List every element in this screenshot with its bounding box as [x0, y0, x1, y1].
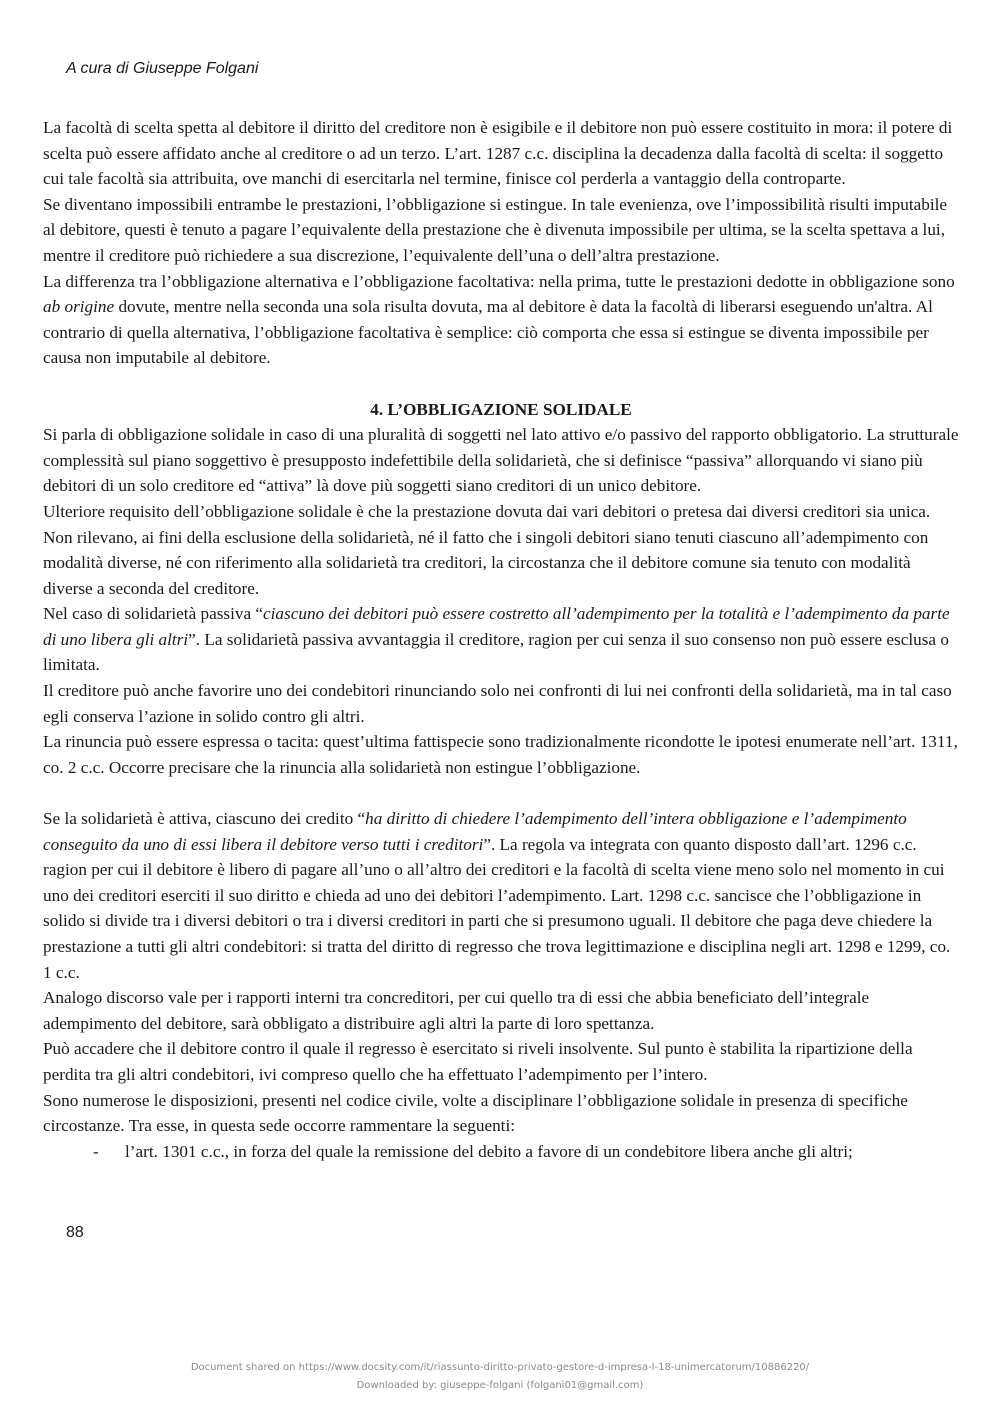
paragraph-text: ”. La solidarietà passiva avvantaggia il creditore, ragion per cui senza il suo consenso non può essere esclusa o limitata.	[43, 629, 949, 675]
footer-share-notice: Document shared on https://www.docsity.com/it/riassunto-diritto-privato-gestore-d-impresa-l-18-unimercatorum/10886220/	[190, 1362, 810, 1373]
paragraph	[43, 269, 959, 371]
spacer	[43, 371, 959, 397]
paragraph: Si parla di obbligazione solidale in caso di una pluralità di soggetti nel lato attivo e/o passivo del rapporto obbligatorio. La strutturale complessità sul piano soggettivo è presupposto indefettibile della solidarietà, che si definisce “passiva” allorquando vi siano più debitori di un solo creditore ed “attiva” là dove più soggetti siano creditori di un unico debitore.	[43, 425, 959, 496]
paragraph-text: Nel caso di solidarietà passiva “	[43, 604, 264, 624]
page-number: 88	[66, 1224, 84, 1241]
paragraph: Se diventano impossibili entrambe le prestazioni, l’obbligazione si estingue. In tale evenienza, ove l’impossibilità risulti imputabile al debitore, questi è tenuto a pagare l’equivalente della prestazione che è divenuta impossibile per ultima, se la scelta spettava a lui, mentre il creditore può richiedere a sua discrezione, l’equivalente dell’una o dell’altra prestazione.	[43, 194, 948, 265]
paragraph-text: La differenza tra l’obbligazione alternativa e l’obbligazione facoltativa: nella prima, tutte le prestazioni dedotte in obbligazione sono	[43, 271, 955, 291]
paragraph	[43, 806, 959, 985]
italic-quote: ciascuno dei debitori può essere costretto all’adempimento per la totalità e l’adempimento da parte di uno libera gli altri	[43, 604, 950, 649]
paragraph-text: dovute, mentre nella seconda una sola risulta dovuta, ma al debitore è data la facoltà di liberarsi eseguendo un'altra. Al contrario di quella alternativa, l’obbligazione facoltativa è semplice: ciò comporta che essa si estingue se diventa impossibile per causa non imputabile al debitore.	[43, 297, 933, 368]
paragraph: La rinuncia può essere espressa o tacita: quest’ultima fattispecie sono tradizionalmente ricondotte le ipotesi enumerate nell’art. 1311, co. 2 c.c. Occorre precisare che la rinuncia alla solidarietà non estingue l’obbligazione.	[43, 732, 958, 777]
paragraph: Sono numerose le disposizioni, presenti nel codice civile, volte a disciplinare l’obbligazione solidale in presenza di specifiche circostanze. Tra esse, in questa sede occorre rammentare la seguenti:	[43, 1090, 908, 1136]
running-header: A cura di Giuseppe Folgani	[66, 60, 259, 77]
paragraph-text: Se la solidarietà è attiva, ciascuno dei credito “	[43, 809, 366, 829]
list-bullet: -	[93, 1141, 99, 1161]
paragraph: Analogo discorso vale per i rapporti interni tra concreditori, per cui quello tra di essi che abbia beneficiato dell’integrale adempimento del debitore, sarà obbligato a distribuire agli altri la parte di loro spettanza.	[43, 988, 870, 1033]
paragraph	[43, 601, 959, 678]
paragraph: Può accadere che il debitore contro il quale il regresso è esercitato si riveli insolvente. Sul punto è stabilita la ripartizione della perdita tra gli altri condebitori, ivi compreso quello che ha effettuato l’adempimento per l’intero.	[43, 1039, 913, 1084]
footer-download-notice: Downloaded by: giuseppe-folgani (folgani01@gmail.com)	[356, 1380, 644, 1391]
document-body	[43, 115, 959, 1164]
list-item-text: l’art. 1301 c.c., in forza del quale la remissione del debito a favore di un condebitore libera anche gli altri;	[125, 1141, 853, 1161]
spacer	[43, 780, 959, 806]
paragraph-text: ”. La regola va integrata con quanto disposto dall’art. 1296 c.c. ragion per cui il debitore è libero di pagare all’uno o all’altro dei creditori e la facoltà di scelta viene meno solo nel momento in cui uno dei creditori eserciti il suo diritto e chieda ad uno dei debitori l’adempimento. Lart. 1298 c.c. sancisce che l’obbligazione in solido si divide tra i diversi debitori o tra i diversi creditori in parti che si presumono uguali. Il debitore che paga deve chiedere la prestazione a tutti gli altri condebitori: si tratta del diritto di regresso che trova legittimazione e disciplina negli art. 1298 e 1299, co. 1 c.c.	[43, 834, 951, 982]
paragraph: La facoltà di scelta spetta al debitore il diritto del creditore non è esigibile e il debitore non può essere costituito in mora: il potere di scelta può essere affidato anche al creditore o ad un terzo. L’art. 1287 c.c. disciplina la decadenza dalla facoltà di scelta: il soggetto cui tale facoltà sia attribuita, ove manchi di esercitarla nel termine, finisce col perderla a vantaggio della controparte.	[43, 118, 953, 189]
paragraph: Il creditore può anche favorire uno dei condebitori rinunciando solo nei confronti di lui nei confronti della solidarietà, ma in tal caso egli conserva l’azione in solido contro gli altri.	[43, 681, 952, 726]
section-heading: 4. L’OBBLIGAZIONE SOLIDALE	[370, 399, 632, 419]
paragraph: Ulteriore requisito dell’obbligazione solidale è che la prestazione dovuta dai vari debitori o pretesa dai diversi creditori sia unica. Non rilevano, ai fini della esclusione della solidarietà, né il fatto che i singoli debitori siano tenuti ciascuno all’adempimento con modalità diverse, né con riferimento alla solidarietà tra creditori, la circostanza che il debitore comune sia tenuto con modalità diverse a seconda del creditore.	[43, 501, 931, 598]
italic-quote: ha diritto di chiedere l’adempimento dell’intera obbligazione e l’adempimento conseguito da uno di essi libera il debitore verso tutti i creditori	[43, 809, 907, 854]
italic-term: ab origine	[43, 297, 115, 317]
list-item	[43, 1139, 959, 1165]
